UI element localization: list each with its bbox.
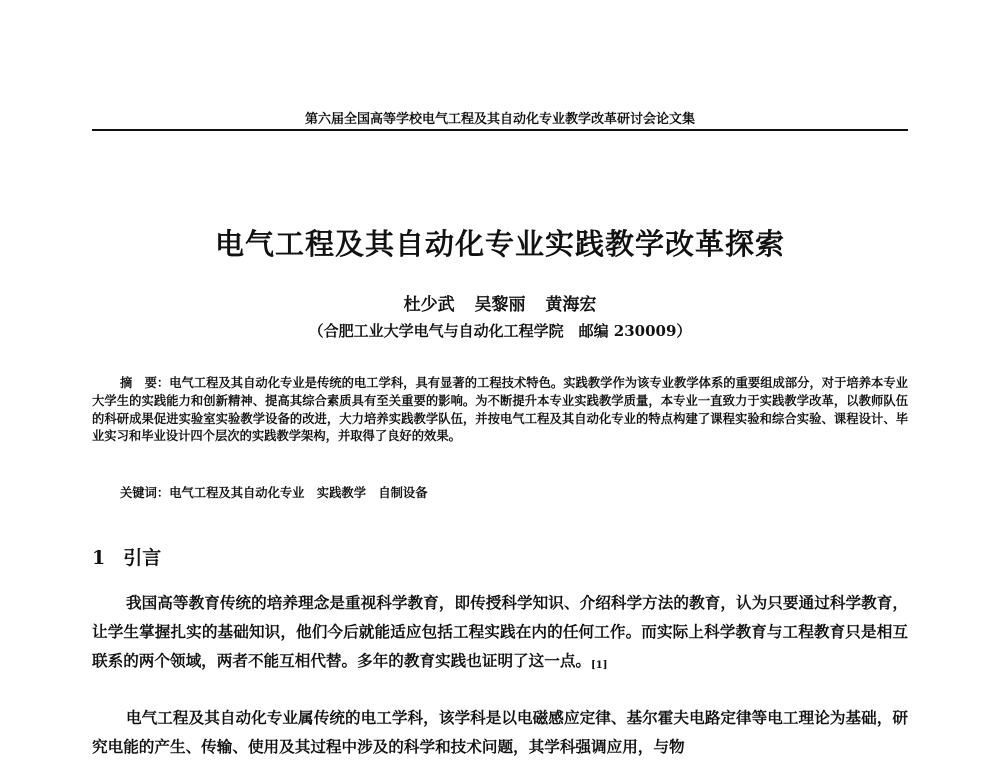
- author-name: 杜少武: [403, 295, 455, 315]
- keywords: [120, 483, 428, 501]
- running-header: 第六届全国高等学校电气工程及其自动化专业教学改革研讨会论文集: [304, 112, 695, 127]
- section-heading: [92, 543, 161, 570]
- paper-title: 电气工程及其自动化专业实践教学改革探索: [214, 227, 785, 261]
- header-rule: [92, 129, 908, 131]
- keyword: 自制设备: [378, 485, 428, 500]
- body-paragraph: 电气工程及其自动化专业属传统的电工学科，该学科是以电磁感应定律、基尔霍夫电路定律等电工理论为基础，研究电能的产生、传输、使用及其过程中涉及的科学和技术问题，其学科强调应用，与物: [92, 708, 908, 756]
- affiliation: （合肥工业大学电气与自动化工程学院 邮编 230009）: [308, 322, 692, 340]
- author-name: 黄海宏: [545, 295, 597, 315]
- abstract: [92, 374, 908, 445]
- keywords-label: 关键词：: [120, 485, 170, 500]
- keyword: 电气工程及其自动化专业: [169, 485, 305, 500]
- section-title: 引言: [123, 547, 162, 569]
- author-list: [0, 290, 1000, 315]
- body-paragraph: [92, 588, 908, 680]
- abstract-label: 摘 要：: [120, 375, 170, 390]
- keyword: 实践教学: [316, 485, 366, 500]
- abstract-text: 电气工程及其自动化专业是传统的电工学科，具有显著的工程技术特色。实践教学作为该专业教学体系的重要组成部分，对于培养本专业大学生的实践能力和创新精神、提高其综合素质具有至关重要的影响。为不断提升本专业实践教学质量，本专业一直致力于实践教学改革，以教师队伍的科研成果促进实验室实验教学设备的改进，大力培养实践教学队伍，并按电气工程及其自动化专业的特点构建了课程实验和综合实验、课程设计、毕业实习和毕业设计四个层次的实践教学架构，并取得了良好的效果。: [92, 375, 908, 444]
- author-name: 吴黎丽: [474, 295, 526, 315]
- citation-marker[interactable]: [1]: [591, 660, 608, 671]
- section-number: 1: [92, 547, 106, 569]
- paragraph-text: 我国高等教育传统的培养理念是重视科学教育，即传授科学知识、介绍科学方法的教育，认为只要通过科学教育，让学生掌握扎实的基础知识，他们今后就能适应包括工程实践在内的任何工作。而实际上科学教育与工程教育只是相互联系的两个领域，两者不能互相代替。多年的教育实践也证明了这一点。: [92, 593, 908, 670]
